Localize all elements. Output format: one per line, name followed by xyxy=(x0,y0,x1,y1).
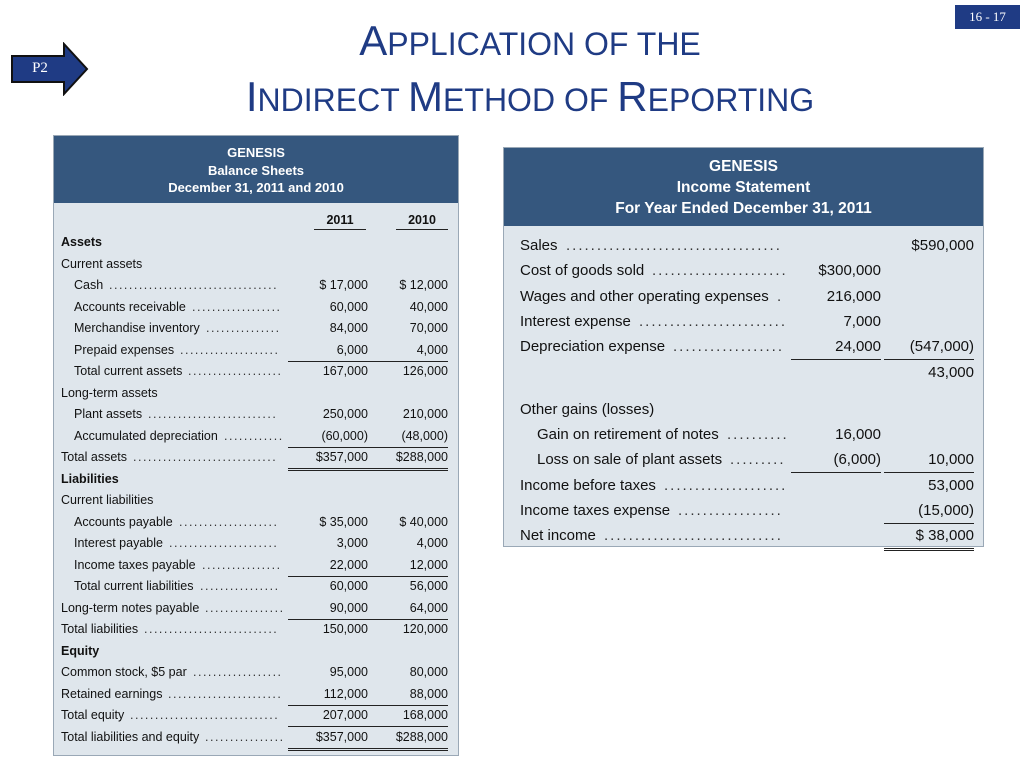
row-label: Current assets xyxy=(61,256,143,271)
page-number: 16 - 17 xyxy=(955,5,1020,29)
row-label: Total current liabilities xyxy=(74,579,194,593)
income-statement-row xyxy=(504,284,983,309)
objective-label: P2 xyxy=(32,60,48,76)
row-label: Prepaid expenses xyxy=(74,342,175,357)
leader-dots: ................. xyxy=(678,502,783,519)
value-column-2: (15,000) xyxy=(884,498,974,524)
income-statement-row xyxy=(504,397,983,422)
value-2010: 126,000 xyxy=(402,364,448,378)
row-label: Total current assets xyxy=(74,364,183,378)
value-column-2: 10,000 xyxy=(884,447,974,473)
row-label: Wages and other operating expenses xyxy=(520,287,769,305)
row-label: Assets xyxy=(61,235,102,249)
value-2010: 70,000 xyxy=(409,321,448,335)
income-statement-row xyxy=(504,523,983,548)
objective-arrow-icon xyxy=(10,42,90,96)
row-label: Interest expense xyxy=(520,312,631,330)
value-2010: 56,000 xyxy=(409,579,448,593)
leader-dots: .................... xyxy=(180,342,280,357)
value-2011: $357,000 xyxy=(288,447,368,471)
row-label: Accounts payable xyxy=(74,514,173,529)
column-header-2011: 2011 xyxy=(314,213,366,230)
value-2010: 210,000 xyxy=(402,407,448,421)
value-column-2: 43,000 xyxy=(928,363,974,381)
row-label: Gain on retirement of notes xyxy=(537,426,719,444)
value-column-2: $ 38,000 xyxy=(884,523,974,551)
balance-sheet-row xyxy=(54,641,458,662)
value-2010: 4,000 xyxy=(416,536,448,550)
row-label: Plant assets xyxy=(74,407,143,421)
value-2010: 120,000 xyxy=(402,622,448,636)
leader-dots: ........................... xyxy=(144,622,279,636)
leader-dots: .......... xyxy=(727,426,789,444)
balance-sheet-row xyxy=(54,598,458,619)
balance-sheet-row xyxy=(54,727,458,748)
leader-dots: ................ xyxy=(205,600,285,615)
row-label: Sales xyxy=(520,237,558,254)
row-label: Accumulated depreciation xyxy=(74,428,218,443)
value-2010: 12,000 xyxy=(368,555,448,577)
value-2011: 112,000 xyxy=(288,684,368,706)
income-statement-row xyxy=(504,360,983,385)
row-label: Other gains (losses) xyxy=(520,400,655,418)
income-statement-header: GENESIS Income Statement For Year Ended December 31, 2011 xyxy=(504,148,983,226)
balance-sheet-row xyxy=(54,340,458,361)
value-column-1: $300,000 xyxy=(818,262,881,280)
leader-dots: ................ xyxy=(202,557,282,572)
row-label: Loss on sale of plant assets xyxy=(537,451,723,469)
leader-dots: ...................... xyxy=(652,262,788,280)
leader-dots: .......................... xyxy=(148,407,278,421)
leader-dots: .................... xyxy=(179,514,279,529)
income-statement-row xyxy=(504,422,983,447)
row-label: Merchandise inventory xyxy=(74,321,200,335)
row-label: Retained earnings xyxy=(61,686,163,701)
leader-dots: ............................. xyxy=(133,450,278,464)
balance-sheet-row xyxy=(54,275,458,296)
row-label: Interest payable xyxy=(74,536,163,550)
balance-sheet-row xyxy=(54,490,458,511)
balance-sheet-row xyxy=(54,619,458,640)
row-label: Income taxes payable xyxy=(74,557,196,572)
leader-dots: .................................. xyxy=(109,278,279,292)
income-statement-row xyxy=(504,309,983,334)
value-2011: 60,000 xyxy=(329,579,368,593)
leader-dots: .................... xyxy=(664,476,788,494)
leader-dots: .................. xyxy=(193,665,283,679)
value-column-1: (6,000) xyxy=(791,447,881,473)
income-statement-table xyxy=(503,147,984,547)
leader-dots: ................ xyxy=(205,729,285,744)
row-label: Long-term assets xyxy=(61,385,158,400)
balance-sheet-row xyxy=(54,705,458,726)
value-2011: 150,000 xyxy=(322,622,368,636)
value-2011: 90,000 xyxy=(288,598,368,620)
value-2011: $ 35,000 xyxy=(319,514,368,529)
leader-dots: ................... xyxy=(188,364,283,378)
leader-dots: ........................ xyxy=(639,312,788,330)
income-statement-row xyxy=(504,498,983,523)
balance-sheet-row xyxy=(54,426,458,447)
balance-sheet-row xyxy=(54,533,458,554)
balance-sheet-row xyxy=(54,383,458,404)
value-2011: 6,000 xyxy=(288,340,368,362)
value-2010: 80,000 xyxy=(409,665,448,679)
balance-sheet-row xyxy=(54,447,458,468)
row-label: Net income xyxy=(520,527,596,545)
row-label: Cost of goods sold xyxy=(520,262,645,280)
row-label: Liabilities xyxy=(61,471,119,486)
balance-sheet-table xyxy=(53,135,459,756)
balance-sheet-row xyxy=(54,254,458,275)
value-2011: 3,000 xyxy=(336,536,368,550)
income-statement-row xyxy=(504,473,983,498)
leader-dots: ...................... xyxy=(169,536,279,550)
column-header-2010: 2010 xyxy=(396,213,448,230)
row-label: Income taxes expense xyxy=(520,502,671,519)
balance-sheet-row xyxy=(54,297,458,318)
income-statement-row xyxy=(504,233,983,258)
leader-dots: . xyxy=(777,287,784,305)
balance-sheet-row xyxy=(54,512,458,533)
row-label: Accounts receivable xyxy=(74,299,186,314)
leader-dots: .............................. xyxy=(130,708,280,722)
value-2010: $288,000 xyxy=(368,447,448,471)
row-label: Cash xyxy=(74,278,104,292)
leader-dots: ............... xyxy=(206,321,281,335)
row-label: Equity xyxy=(61,643,100,658)
leader-dots: ....................... xyxy=(168,686,283,701)
row-label: Common stock, $5 par xyxy=(61,665,187,679)
balance-sheet-row xyxy=(54,318,458,339)
row-label: Total equity xyxy=(61,708,125,722)
balance-sheet-row xyxy=(54,684,458,705)
income-statement-row xyxy=(504,258,983,283)
balance-sheet-header: GENESIS Balance Sheets December 31, 2011 and 2010 xyxy=(54,136,458,203)
row-label: Income before taxes xyxy=(520,476,656,494)
income-statement-row xyxy=(504,447,983,472)
value-2011: 95,000 xyxy=(329,665,368,679)
row-label: Total liabilities xyxy=(61,622,139,636)
slide-title: APPLICATION OF THE INDIRECT METHOD OF REPORTING xyxy=(245,17,815,120)
value-2011: 84,000 xyxy=(329,321,368,335)
value-2010: (48,000) xyxy=(368,426,448,448)
balance-sheet-row xyxy=(54,361,458,382)
value-column-1: 7,000 xyxy=(843,312,881,330)
balance-sheet-row xyxy=(54,576,458,597)
value-column-1: 24,000 xyxy=(791,334,881,360)
balance-sheet-row xyxy=(54,662,458,683)
value-2010: $288,000 xyxy=(368,727,448,751)
value-2010: 4,000 xyxy=(368,340,448,362)
value-2011: 207,000 xyxy=(288,705,368,727)
value-column-2: 53,000 xyxy=(928,476,974,494)
value-2011: 22,000 xyxy=(288,555,368,577)
leader-dots: ................ xyxy=(200,579,280,593)
row-label: Depreciation expense xyxy=(520,338,666,356)
value-column-1: 16,000 xyxy=(835,426,881,444)
value-2011: 60,000 xyxy=(329,299,368,314)
value-2011: $ 17,000 xyxy=(319,278,368,292)
leader-dots: ............................. xyxy=(604,527,783,545)
leader-dots: ................................... xyxy=(566,237,782,254)
leader-dots: ............ xyxy=(224,428,284,443)
balance-sheet-row xyxy=(54,232,458,253)
value-column-1: 216,000 xyxy=(826,287,881,305)
income-statement-row xyxy=(504,334,983,359)
row-label: Total liabilities and equity xyxy=(61,729,200,744)
value-2011: (60,000) xyxy=(288,426,368,448)
value-2011: $357,000 xyxy=(288,727,368,751)
value-2010: 64,000 xyxy=(368,598,448,620)
value-2010: 40,000 xyxy=(409,299,448,314)
balance-sheet-row xyxy=(54,555,458,576)
value-2011: 167,000 xyxy=(322,364,368,378)
value-2010: 168,000 xyxy=(368,705,448,727)
leader-dots: ......... xyxy=(730,451,786,469)
leader-dots: .................. xyxy=(673,338,785,356)
balance-sheet-row xyxy=(54,404,458,425)
balance-sheet-row xyxy=(54,469,458,490)
value-2010: 88,000 xyxy=(368,684,448,706)
value-2011: 250,000 xyxy=(322,407,368,421)
value-2010: $ 40,000 xyxy=(399,514,448,529)
value-column-2: (547,000) xyxy=(884,334,974,360)
row-label: Current liabilities xyxy=(61,493,154,507)
leader-dots: .................. xyxy=(192,299,282,314)
value-2010: $ 12,000 xyxy=(399,278,448,292)
row-label: Total assets xyxy=(61,450,128,464)
value-column-2: $590,000 xyxy=(911,237,974,254)
row-label: Long-term notes payable xyxy=(61,600,200,615)
